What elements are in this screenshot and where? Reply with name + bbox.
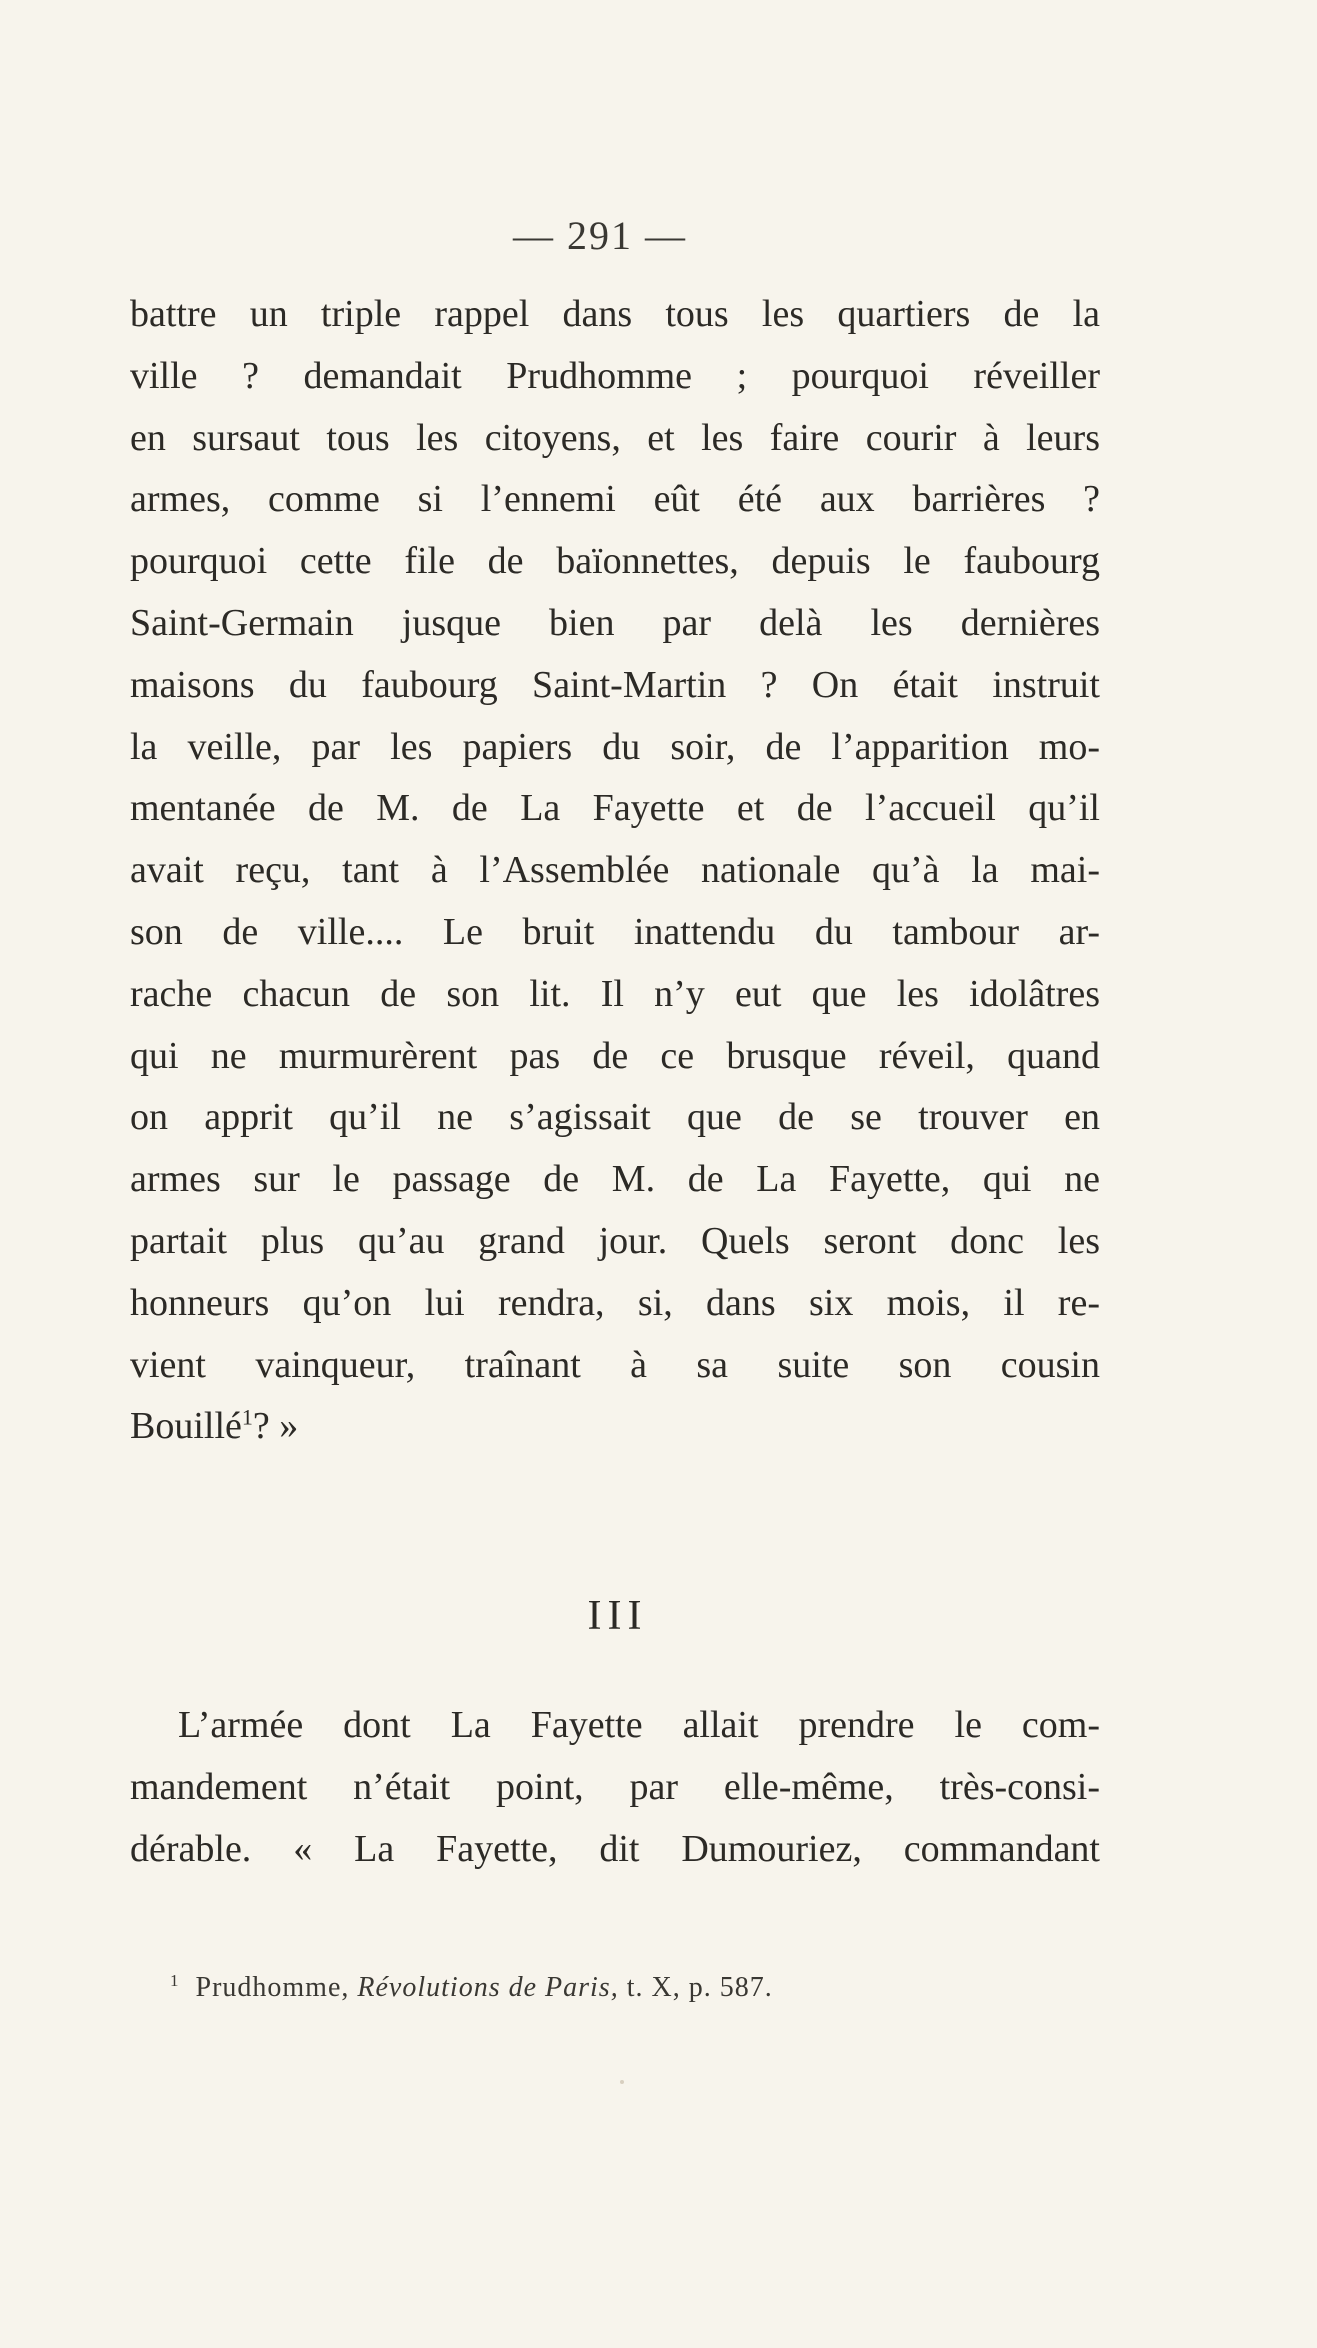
footnote-reference: 1 — [241, 1404, 253, 1430]
paragraph-continued — [130, 284, 1100, 1458]
footnote-author: Prudhomme, — [195, 1972, 350, 2003]
text-line: vient vainqueur, traînant à sa suite son cousin — [130, 1343, 1100, 1386]
footnote-number: 1 — [170, 1970, 180, 1990]
footnote-reference-detail: t. X, p. 587. — [626, 1972, 773, 2003]
page-number: — 291 — — [513, 213, 687, 258]
text-line: on apprit qu’il ne s’agissait que de se trouver en — [130, 1096, 1100, 1139]
text-line: Saint-Germain jusque bien par delà les dernières — [130, 601, 1100, 644]
text-line: son de ville.... Le bruit inattendu du tambour ar- — [130, 910, 1100, 953]
text-line: avait reçu, tant à l’Assemblée nationale qu’à la mai- — [130, 849, 1100, 892]
text-line: honneurs qu’on lui rendra, si, dans six mois, il re- — [130, 1281, 1100, 1324]
text-fragment: Bouillé — [130, 1405, 242, 1448]
text-line: armes, comme si l’ennemi eût été aux barrières ? — [130, 478, 1100, 521]
text-line: maisons du faubourg Saint-Martin ? On était instruit — [130, 663, 1100, 706]
text-line: armes sur le passage de M. de La Fayette, qui ne — [130, 1158, 1100, 1201]
paragraph-section-start — [130, 1695, 1100, 1880]
text-fragment: ? » — [252, 1405, 299, 1448]
text-line: ville ? demandait Prudhomme ; pourquoi réveiller — [130, 354, 1100, 397]
footnote — [170, 1972, 1070, 2004]
text-line: dérable. « La Fayette, dit Dumouriez, commandant — [130, 1827, 1100, 1870]
text-line: partait plus qu’au grand jour. Quels seront donc les — [130, 1219, 1100, 1262]
text-line: la veille, par les papiers du soir, de l’apparition mo- — [130, 725, 1100, 768]
paper-speck — [620, 2080, 624, 2084]
text-line: qui ne murmurèrent pas de ce brusque réveil, quand — [130, 1034, 1100, 1077]
text-line: battre un triple rappel dans tous les quartiers de la — [130, 293, 1100, 335]
text-line: rache chacun de son lit. Il n’y eut que les idolâtres — [130, 972, 1100, 1015]
text-line: mandement n’était point, par elle-même, très-consi- — [130, 1765, 1100, 1808]
section-heading: III — [587, 1593, 648, 1639]
text-line: mentanée de M. de La Fayette et de l’accueil qu’il — [130, 787, 1100, 830]
text-line: pourquoi cette file de baïonnettes, depuis le faubourg — [130, 540, 1100, 583]
text-line: en sursaut tous les citoyens, et les faire courir à leurs — [130, 416, 1100, 459]
footnote-title: Révolutions de Paris, — [357, 1972, 619, 2003]
text-line: L’armée dont La Fayette allait prendre le com- — [178, 1704, 1100, 1746]
text-line-final — [130, 1396, 1100, 1458]
